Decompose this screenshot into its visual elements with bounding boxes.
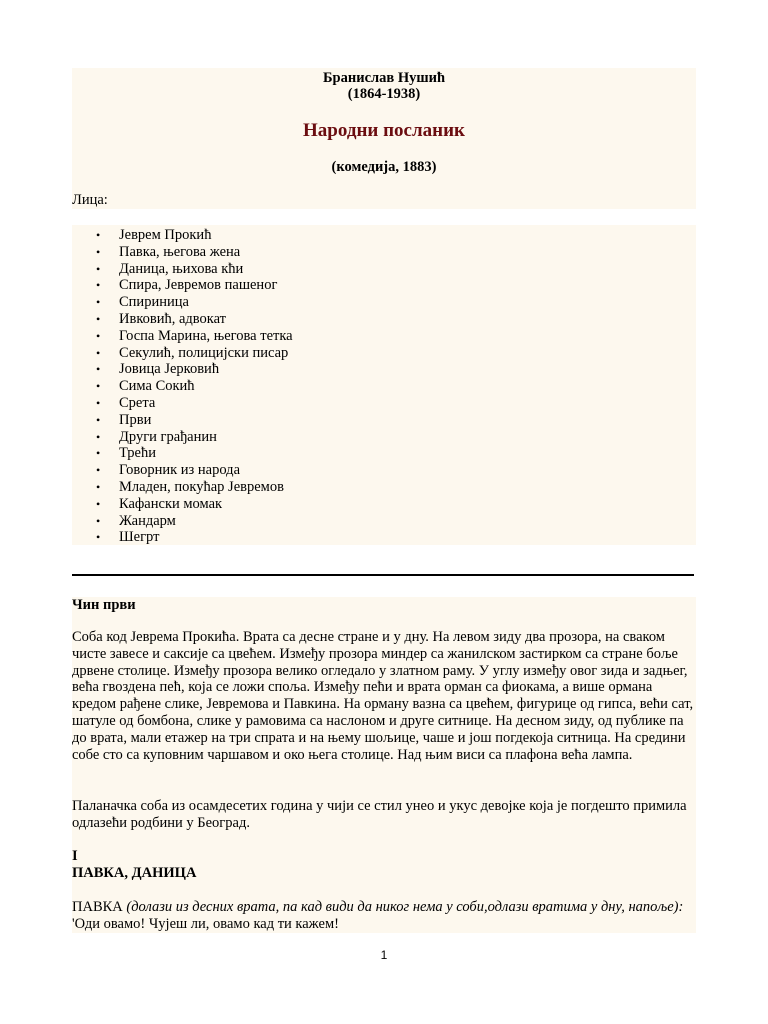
author-block [72, 70, 696, 102]
characters-list [72, 227, 293, 546]
list-item: • Даница, њихова кћи [72, 261, 293, 278]
list-item: • Спириница [72, 294, 293, 311]
list-item: • Трећи [72, 445, 293, 462]
characters-panel [72, 225, 696, 545]
list-item: • Шегрт [72, 529, 293, 546]
author-name: Бранислав Нушић [322, 70, 446, 86]
list-item: • Жандарм [72, 513, 293, 530]
room-description: Паланачка соба из осамдесетих година у чији се стил унео и укус девојке која је погдешто примила одлазећи родбини у Београд. [72, 798, 687, 831]
list-item: • Госпа Марина, његова тетка [72, 328, 293, 345]
header-panel [72, 68, 696, 209]
dialogue-line [72, 899, 694, 933]
list-item: • Младен, покућар Јевремов [72, 479, 293, 496]
list-item: • Павка, његова жена [72, 244, 293, 261]
play-title: Народни посланик [303, 120, 465, 141]
play-genre: (комедија, 1883) [331, 159, 437, 175]
list-item: • Срета [72, 395, 293, 412]
stage-direction: (долази из десних врата, па кад види да никог нема у соби,одлази вратима у дну, напоље): [126, 899, 684, 915]
speech-text: 'Оди овамо! Чујеш ли, овамо кад ти кажем! [72, 915, 339, 932]
list-item: • Кафански момак [72, 496, 293, 513]
list-item: • Први [72, 412, 293, 429]
horizontal-rule [72, 574, 694, 576]
list-item: • Секулић, полицијски писар [72, 345, 293, 362]
act-title: Чин први [72, 597, 136, 613]
list-item: • Сима Сокић [72, 378, 293, 395]
list-item: • Ивковић, адвокат [72, 311, 293, 328]
list-item: • Говорник из народа [72, 462, 293, 479]
list-item: • Јовица Јерковић [72, 361, 293, 378]
scene-heading [72, 848, 196, 882]
list-item: • Јеврем Прокић [72, 227, 293, 244]
scene-characters: ПАВКА, ДАНИЦА [72, 865, 197, 881]
characters-label: Лица: [72, 192, 108, 208]
list-item: • Други грађанин [72, 429, 293, 446]
scene-number: I [72, 848, 78, 864]
speaker-name: ПАВКА [72, 899, 123, 915]
act-panel [72, 597, 696, 933]
list-item: • Спира, Јевремов пашеног [72, 277, 293, 294]
author-years: (1864-1938) [347, 86, 421, 102]
page-number: 1 [380, 948, 388, 962]
stage-description: Соба код Јеврема Прокића. Врата са десне стране и у дну. На левом зиду два прозора, на сваком чисте завесе и саксије са цвећем. Између прозора миндер са жанилском застирком са стране боље дрвене столице. Између прозора велико огледало у златном раму. У углу између овог зида и задњег, већа гвоздена пећ, која се ложи споља. Између пећи и врата орман са фиокама, а више ормана кредом рађене слике, Јевремова и Павкина. На орману вазна са цвећем, фигурице од гипса, већи сат, шатуле од бомбона, слике у рамовима са наслоном и друге ситнице. На десном зиду, од публике па до врата, мали етажер на три спрата и на њему шољице, чаше и још погдекоја ситница. На средини собе сто са куповним чаршавом и око њега столице. Над њим виси са плафона већа лампа. [72, 629, 694, 763]
